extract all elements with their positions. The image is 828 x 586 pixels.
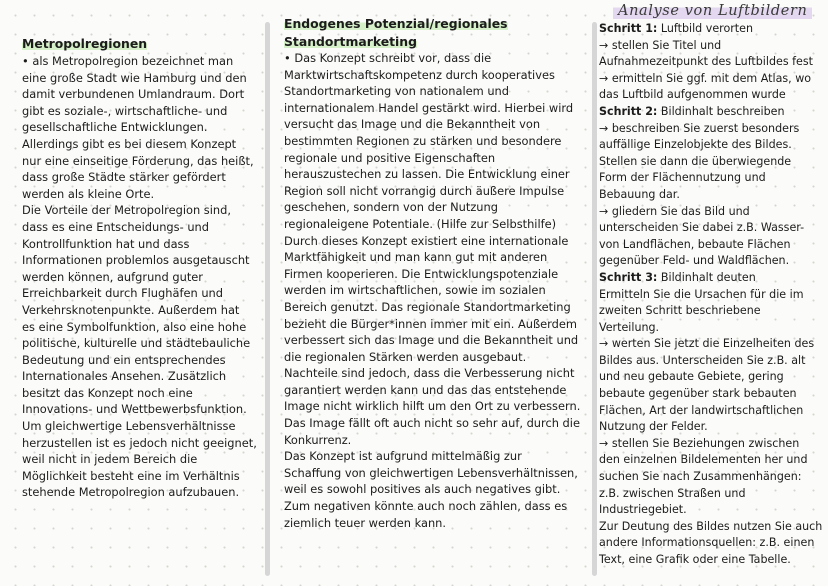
step-2-line xyxy=(599,104,823,121)
text-line: herzustellen ist es jedoch nicht geeignet, xyxy=(22,435,257,450)
step-2-text: Bildinhalt beschreiben xyxy=(657,104,785,118)
text-line: Stellen sie dann die überwiegende xyxy=(599,154,792,168)
text-line: Das Konzept ist aufgrund mittelmäßig zur xyxy=(284,449,522,464)
text-line: Bildes aus. Unterscheiden Sie z.B. alt xyxy=(599,353,806,367)
text-line: Marktfähigkeit und man kann gut mit anderen xyxy=(284,250,548,265)
text-line: • Das Konzept schreibt vor, dass die xyxy=(284,51,492,65)
text-line: Form der Flächennutzung und xyxy=(599,171,766,185)
step-3-text: Bildinhalt deuten xyxy=(657,270,756,284)
text-line: die regionalen Stärken werden ausgebaut. xyxy=(284,349,527,364)
heading-metropolregionen: Metropolregionen xyxy=(22,36,148,51)
text-line: Flächen, Art der landwirtschaftlichen xyxy=(599,403,804,417)
text-line: geschehen, sondern von der Nutzung xyxy=(284,200,498,215)
text-line: internationalem Handel gestärkt wird. Hierbei wird xyxy=(284,100,574,115)
text-line: Region soll nicht vorrangig durch äußere Impulse xyxy=(284,183,565,198)
text-line: Firmen kooperieren. Die Entwicklungspotenziale xyxy=(284,266,559,281)
step-3-label: Schritt 3: xyxy=(599,270,658,284)
text-line: Kontrollfunktion hat und dass xyxy=(22,236,190,251)
text-line: stehende Metropolregion aufzubauen. xyxy=(22,485,240,500)
text-line: bestimmten Regionen zu stärken und besondere xyxy=(284,133,562,148)
text-line: Aufnahmezeitpunkt des Luftbildes fest xyxy=(599,55,813,69)
text-line: dass große Städte stärker gefördert xyxy=(22,170,226,185)
column-divider-right xyxy=(592,22,597,576)
text-line: Zur Deutung des Bildes nutzen Sie auch xyxy=(599,519,823,533)
text-line: bebaute gegenüber stark bebauten xyxy=(599,387,797,401)
text-line: → werten Sie jetzt die Einzelheiten des xyxy=(599,337,815,351)
text-line: werden im wirtschaftlichen, sowie im sozialen xyxy=(284,283,546,298)
text-line: weil nicht in jedem Bereich die xyxy=(22,452,198,467)
text-line: Bereich genutzt. Das regionale Standortmarketing xyxy=(284,299,571,314)
text-line: das Luftbild aufgenommen wurde xyxy=(599,88,786,102)
text-line: Verkehrsknotenpunkte. Außerdem hat xyxy=(22,302,240,317)
title-analyse-luftbildern: Analyse von Luftbildern xyxy=(613,2,812,21)
text-line: verbessert sich das Image und die Bekanntheit und xyxy=(284,333,579,348)
text-line: unterscheiden Sie dabei z.B. Wasser- xyxy=(599,221,805,235)
text-line: Standortmarketing von nationalem und xyxy=(284,84,510,99)
text-line: z.B. zwischen Straßen und xyxy=(599,486,746,500)
text-line: gibt es soziale-, wirtschaftliche- und xyxy=(22,103,228,118)
text-line: Bedeutung und ein entsprechendes xyxy=(22,352,226,367)
text-line: es eine Symbolfunktion, also eine hohe xyxy=(22,319,247,334)
step-1-label: Schritt 1: xyxy=(599,22,658,35)
text-line: Allerdings gibt es bei diesem Konzept xyxy=(22,136,237,151)
column-metropolregionen xyxy=(22,34,262,501)
text-line: zweiten Schritt beschriebene xyxy=(599,304,761,318)
text-line: andere Informationsquellen: z.B. einen xyxy=(599,536,815,550)
text-line: Informationen problemlos ausgetauscht xyxy=(22,253,250,268)
text-line: werden als kleine Orte. xyxy=(22,186,155,201)
text-line: Konkurrenz. xyxy=(284,432,352,447)
text-line: → beschreiben Sie zuerst besonders xyxy=(599,121,800,135)
text-line: und neu gebaute Gebiete, gering xyxy=(599,370,784,384)
metropolregionen-text xyxy=(22,53,262,501)
step-3-line xyxy=(599,270,823,287)
text-line: Möglichkeit besteht eine im Verhältnis xyxy=(22,468,240,483)
text-line: Ermitteln Sie die Ursachen für die im xyxy=(599,287,804,301)
text-line: auffällige Einzelobjekte des Bildes. xyxy=(599,138,792,152)
text-line: → stellen Sie Titel und xyxy=(599,38,722,52)
text-line: besitzt das Konzept noch eine xyxy=(22,385,193,400)
text-line: garantiert werden kann und das das entstehende xyxy=(284,382,567,397)
text-line: von Landflächen, bebaute Flächen xyxy=(599,237,791,251)
text-line: → ermitteln Sie ggf. mit dem Atlas, wo xyxy=(599,71,812,85)
text-line: den einzelnen Bildelementen her und xyxy=(599,453,808,467)
column-analyse-luftbildern xyxy=(599,0,823,569)
text-line: Um gleichwertige Lebensverhältnisse xyxy=(22,419,236,434)
analyse-text xyxy=(599,21,823,569)
text-line: Marktwirtschaftskompetenz durch kooperatives xyxy=(284,67,555,82)
text-line: regionale und positive Eigenschaften xyxy=(284,150,496,165)
text-line: regionaleigene Potentiale. (Hilfe zur Selbsthilfe) xyxy=(284,216,557,231)
text-line: nur eine einseitige Förderung, das heißt, xyxy=(22,153,254,168)
heading-endogenes-potenzial: Endogenes Potenzial/regionales xyxy=(284,16,508,31)
text-line: • als Metropolregion bezeichnet man xyxy=(22,54,234,68)
text-line: Nutzung der Felder. xyxy=(599,420,708,434)
heading-standortmarketing: Standortmarketing xyxy=(284,34,417,49)
text-line: Schaffung von gleichwertigen Lebensverhältnissen, xyxy=(284,465,578,480)
text-line: weil es sowohl positives als auch negatives gibt. xyxy=(284,482,561,497)
text-line: versucht das Image und die Bekanntheit von xyxy=(284,117,541,132)
text-line: Innovations- und Wettbewerbsfunktion. xyxy=(22,402,247,417)
text-line: Die Vorteile der Metropolregion sind, xyxy=(22,203,231,218)
text-line: ziemlich teuer werden kann. xyxy=(284,515,447,530)
step-1-text: Luftbild verorten xyxy=(657,22,754,35)
text-line: Internationales Ansehen. Zusätzlich xyxy=(22,369,227,384)
endogenes-potenzial-text xyxy=(284,50,588,531)
text-line: Durch dieses Konzept existiert eine internationale xyxy=(284,233,569,248)
text-line: Das Image fällt oft auch nicht so sehr auf, durch die xyxy=(284,416,580,431)
text-line: Erreichbarkeit durch Flughäfen und xyxy=(22,286,223,301)
text-line: gegenüber Feld- und Waldflächen. xyxy=(599,254,790,268)
text-line: Industriegebiet. xyxy=(599,503,687,517)
text-line: herauszustechen zu lassen. Die Entwicklung einer xyxy=(284,167,570,182)
column-endogenes-potenzial xyxy=(284,14,588,531)
text-line: politische, kulturelle und städtebauliche xyxy=(22,336,251,351)
text-line: eine große Stadt wie Hamburg und den xyxy=(22,70,247,85)
text-line: Zum negativen könnte auch noch zählen, dass es xyxy=(284,499,568,514)
text-line: dass es eine Entscheidungs- und xyxy=(22,219,209,234)
text-line: suchen Sie nach Zusammenhängen: xyxy=(599,470,802,484)
column-divider-left xyxy=(265,22,270,576)
text-line: → stellen Sie Beziehungen zwischen xyxy=(599,436,800,450)
text-line: gesellschaftliche Entwicklungen. xyxy=(22,120,208,135)
text-line: Image nicht wirklich hilft um den Ort zu verbessern. xyxy=(284,399,581,414)
text-line: Verteilung. xyxy=(599,320,660,334)
text-line: → gliedern Sie das Bild und xyxy=(599,204,750,218)
text-line: Nachteile sind jedoch, dass die Verbesserung nicht xyxy=(284,366,575,381)
step-1-line xyxy=(599,21,823,38)
text-line: werden können, aufgrund guter xyxy=(22,269,203,284)
text-line: Bebauung dar. xyxy=(599,187,680,201)
text-line: damit verbundenen Umlandraum. Dort xyxy=(22,87,245,102)
text-line: Text, eine Grafik oder eine Tabelle. xyxy=(599,553,791,566)
step-2-label: Schritt 2: xyxy=(599,104,658,118)
text-line: bezieht die Bürger*innen immer mit ein. Außerdem xyxy=(284,316,577,331)
